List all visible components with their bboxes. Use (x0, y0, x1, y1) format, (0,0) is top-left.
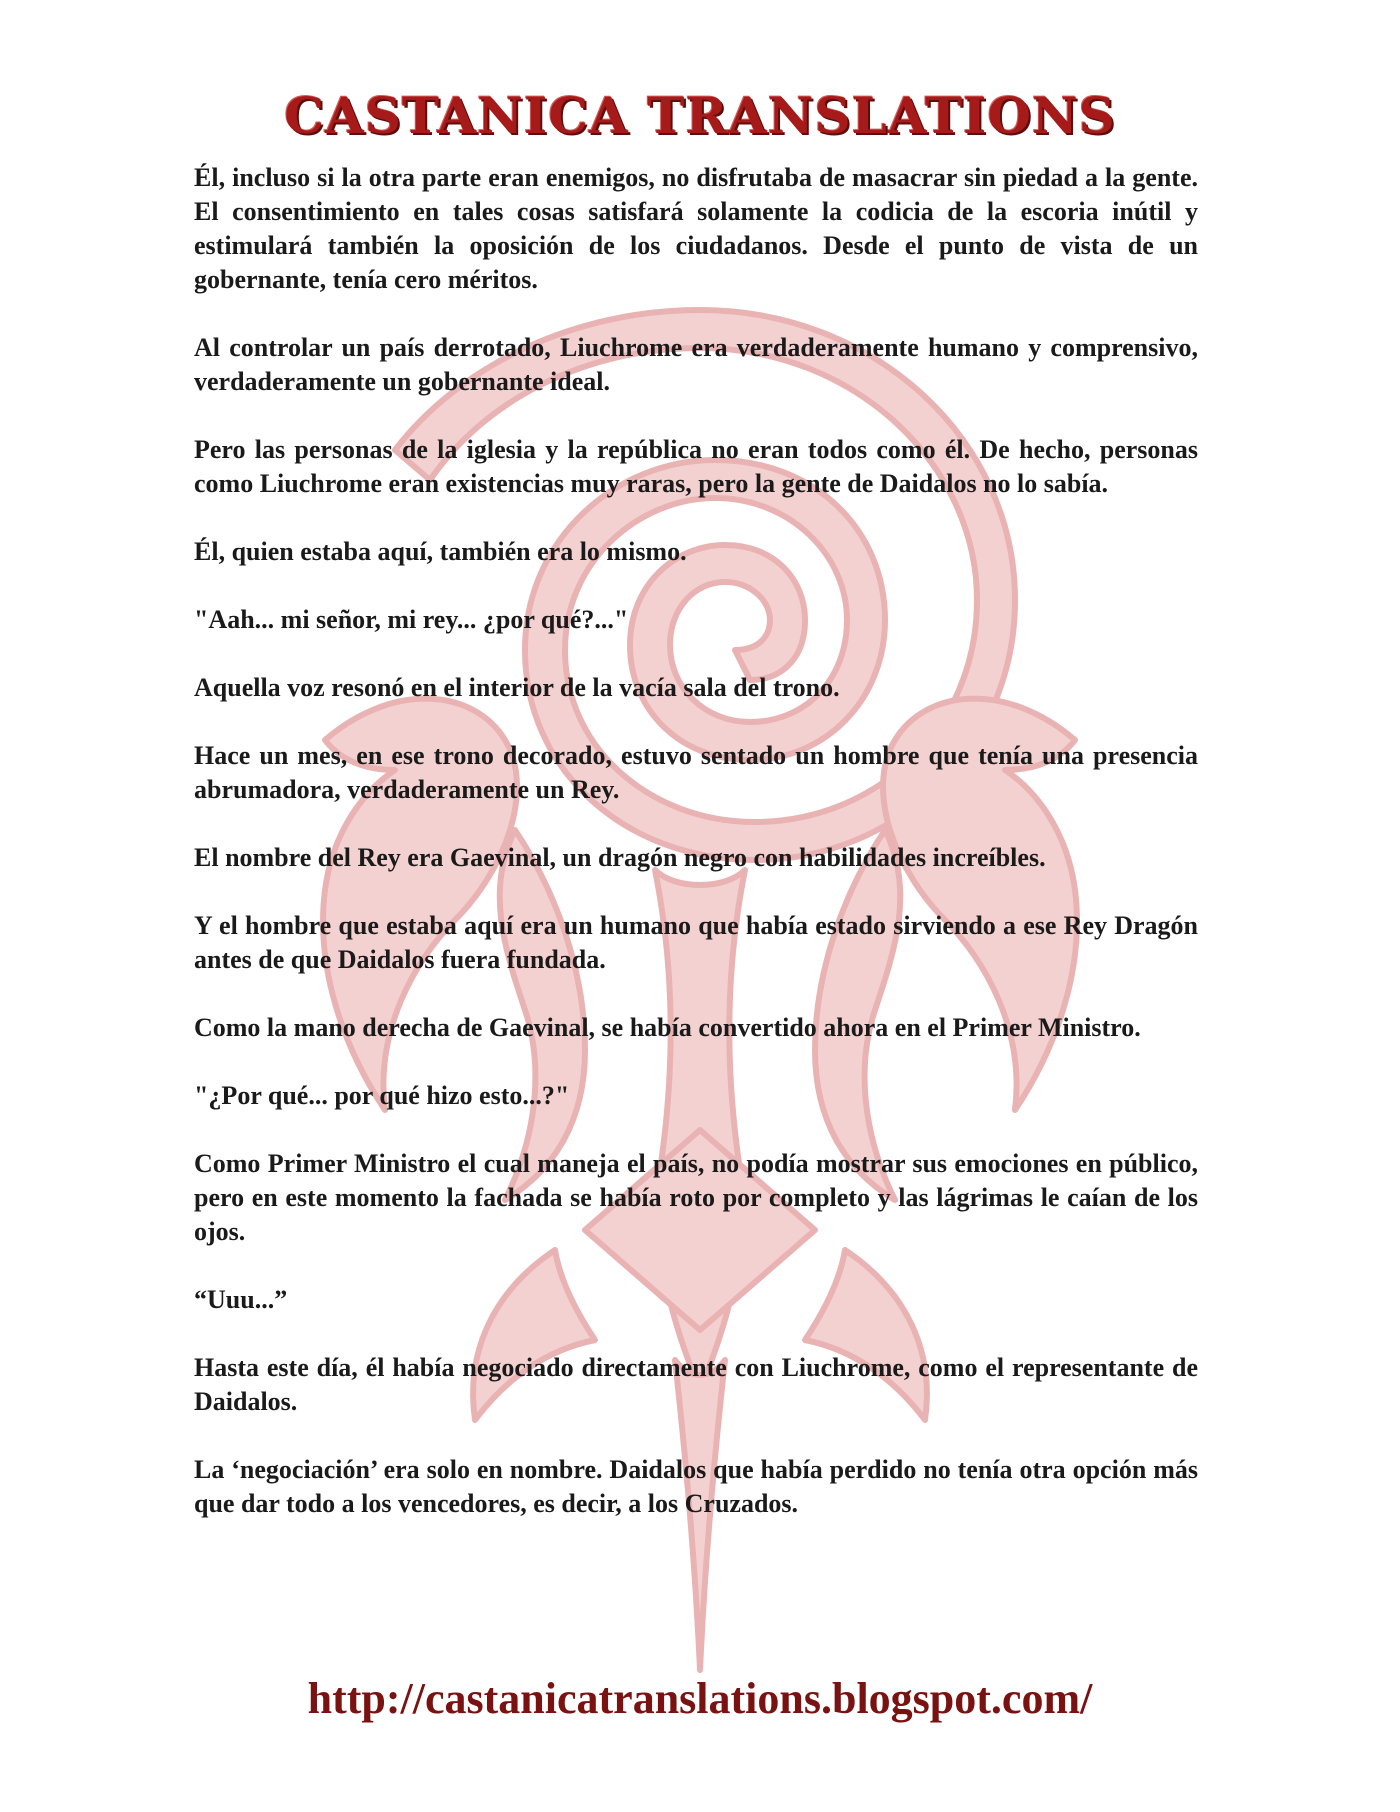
paragraph: Él, quien estaba aquí, también era lo mismo. (194, 537, 687, 566)
paragraph: Él, incluso si la otra parte eran enemigos, no disfrutaba de masacrar sin piedad a la gente. El consentimiento en tales cosas satisfará solamente la codicia de la escoria inútil y estimulará también la oposición de los ciudadanos. Desde el punto de vista de un gobernante, tenía cero méritos. (194, 163, 1198, 294)
paragraph: "¿Por qué... por qué hizo esto...?" (194, 1081, 570, 1110)
paragraph: Aquella voz resonó en el interior de la vacía sala del trono. (194, 673, 840, 702)
blog-url-link[interactable]: http://castanicatranslations.blogspot.com/ (307, 1674, 1093, 1723)
paragraph: "Aah... mi señor, mi rey... ¿por qué?..." (194, 605, 629, 634)
paragraph: Al controlar un país derrotado, Liuchrome era verdaderamente humano y comprensivo, verdaderamente un gobernante ideal. (194, 333, 1198, 396)
paragraph: Pero las personas de la iglesia y la república no eran todos como él. De hecho, personas como Liuchrome eran existencias muy raras, pero la gente de Daidalos no lo sabía. (194, 435, 1198, 498)
paragraph: La ‘negociación’ era solo en nombre. Daidalos que había perdido no tenía otra opción más que dar todo a los vencedores, es decir, a los Cruzados. (194, 1455, 1198, 1518)
paragraph: Como Primer Ministro el cual maneja el país, no podía mostrar sus emociones en público, pero en este momento la fachada se había roto por completo y las lágrimas le caían de los ojos. (194, 1149, 1198, 1246)
paragraph: Hace un mes, en ese trono decorado, estuvo sentado un hombre que tenía una presencia abrumadora, verdaderamente un Rey. (194, 741, 1198, 804)
document-body (194, 161, 1198, 1555)
paragraph: El nombre del Rey era Gaevinal, un dragón negro con habilidades increíbles. (194, 843, 1046, 872)
paragraph: Hasta este día, él había negociado directamente con Liuchrome, como el representante de Daidalos. (194, 1353, 1198, 1416)
paragraph: Como la mano derecha de Gaevinal, se había convertido ahora en el Primer Ministro. (194, 1013, 1141, 1042)
paragraph: “Uuu...” (194, 1285, 288, 1314)
page-title: CASTANICA TRANSLATIONS (284, 86, 1116, 145)
paragraph: Y el hombre que estaba aquí era un humano que había estado sirviendo a ese Rey Dragón antes de que Daidalos fuera fundada. (194, 911, 1198, 974)
